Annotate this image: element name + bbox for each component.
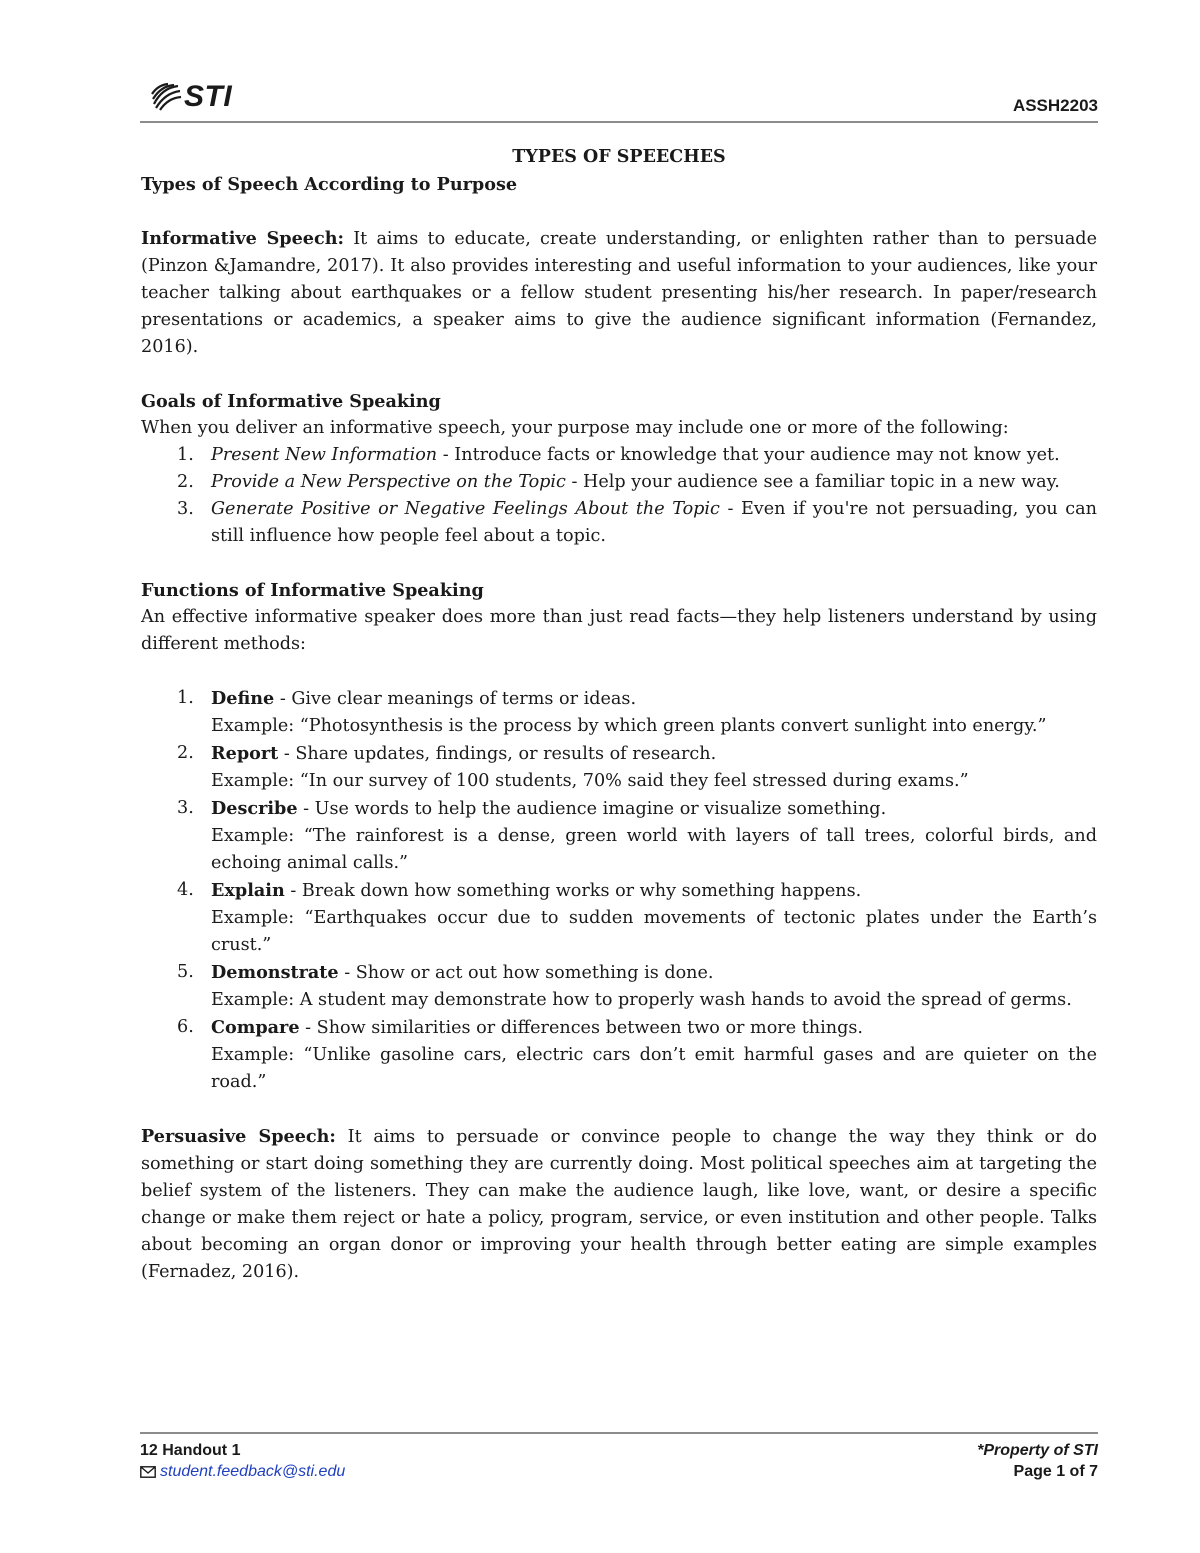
feedback-line: [140, 1461, 345, 1482]
footer-right: [977, 1440, 1098, 1482]
property-label: *Property of STI: [977, 1442, 1098, 1459]
sti-logo: [150, 82, 232, 112]
goals-heading: Goals of Informative Speaking: [141, 391, 441, 412]
persuasive-paragraph: [141, 1123, 1097, 1286]
list-item: [141, 795, 1097, 877]
feedback-email-link[interactable]: student.feedback@sti.edu: [160, 1463, 346, 1480]
list-item: [141, 496, 1097, 550]
function-desc: - Show or act out how something is done.: [338, 963, 714, 983]
goal-term: Provide a New Perspective on the Topic: [211, 472, 566, 492]
function-term: Define: [211, 688, 275, 709]
footer-divider: [140, 1432, 1098, 1434]
footer-left: [140, 1440, 345, 1482]
list-item: [141, 740, 1097, 795]
informative-paragraph: [141, 225, 1097, 361]
item-number: 1.: [177, 688, 194, 708]
page-footer: [140, 1440, 1098, 1490]
section-heading: Types of Speech According to Purpose: [141, 174, 518, 195]
goal-desc: - Even if you're not persuading, you can still influence how people feel about a topic.: [211, 499, 1097, 546]
function-example: Example: “Photosynthesis is the process by which green plants convert sunlight into energy.”: [211, 716, 1047, 736]
item-number: 5.: [177, 962, 194, 982]
persuasive-label: Persuasive Speech:: [141, 1126, 336, 1147]
goal-term: Present New Information: [211, 445, 438, 465]
item-number: 6.: [177, 1017, 194, 1037]
function-desc: - Use words to help the audience imagine or visualize something.: [297, 799, 887, 819]
item-number: 1.: [177, 445, 194, 465]
function-example: Example: “In our survey of 100 students, 70% said they feel stressed during exams.”: [211, 771, 969, 791]
goal-term: Generate Positive or Negative Feelings About the Topic: [211, 499, 720, 519]
goal-desc: - Help your audience see a familiar topic in a new way.: [565, 472, 1060, 492]
function-term: Demonstrate: [211, 962, 339, 983]
item-number: 2.: [177, 743, 194, 763]
logo-text: STI: [184, 80, 233, 113]
function-example: Example: A student may demonstrate how to properly wash hands to avoid the spread of germs.: [211, 990, 1072, 1010]
persuasive-text: It aims to persuade or convince people to change the way they think or do something or start doing something they are currently doing. Most political speeches aim at targeting the belief system of the listeners. They can make the audience laugh, like love, want, or desire a specific change or make them reject or hate a policy, program, service, or even institution and other people. Talks about becoming an organ donor or improving your health through better eating are simple examples (Fernadez, 2016).: [141, 1127, 1098, 1282]
functions-heading: Functions of Informative Speaking: [141, 580, 484, 601]
document-body: [141, 144, 1097, 1286]
list-item: [141, 959, 1097, 1014]
goal-desc: - Introduce facts or knowledge that your audience may not know yet.: [437, 445, 1060, 465]
functions-intro: An effective informative speaker does more than just read facts—they help listeners understand by using different methods:: [141, 607, 1097, 654]
item-number: 3.: [177, 798, 194, 818]
list-item: [141, 469, 1097, 496]
list-item: [141, 877, 1097, 959]
goals-intro: When you deliver an informative speech, your purpose may include one or more of the following:: [141, 418, 1009, 438]
course-code: ASSH2203: [1012, 96, 1098, 115]
function-example: Example: “The rainforest is a dense, green world with layers of tall trees, colorful birds, and echoing animal calls.”: [211, 826, 1097, 873]
header-divider: [140, 121, 1098, 123]
function-term: Report: [211, 743, 279, 764]
function-desc: - Share updates, findings, or results of research.: [278, 744, 717, 764]
item-number: 4.: [177, 880, 194, 900]
function-example: Example: “Unlike gasoline cars, electric cars don’t emit harmful gases and are quieter on the road.”: [211, 1045, 1097, 1092]
informative-label: Informative Speech:: [141, 228, 344, 249]
function-example: Example: “Earthquakes occur due to sudden movements of tectonic plates under the Earth’s crust.”: [211, 908, 1097, 955]
list-item: [141, 442, 1097, 469]
page-title: TYPES OF SPEECHES: [512, 147, 726, 167]
informative-text: It aims to educate, create understanding, or enlighten rather than to persuade (Pinzon &Jamandre, 2017). It also provides interesting and useful information to your audiences, like your teacher talking about earthquakes or a fellow student presenting his/her research. In paper/research presentations or academics, a speaker aims to give the audience significant information (Fernandez, 2016).: [141, 229, 1097, 357]
function-desc: - Give clear meanings of terms or ideas.: [274, 689, 637, 709]
envelope-icon: [140, 1466, 156, 1478]
list-item: [141, 1014, 1097, 1096]
sti-globe-icon: [150, 82, 182, 112]
item-number: 3.: [177, 499, 194, 519]
item-number: 2.: [177, 472, 194, 492]
function-term: Compare: [211, 1017, 300, 1038]
function-term: Describe: [211, 798, 298, 819]
list-item: [141, 685, 1097, 740]
function-term: Explain: [211, 880, 285, 901]
function-desc: - Break down how something works or why something happens.: [284, 881, 862, 901]
handout-label: 12 Handout 1: [140, 1442, 241, 1459]
functions-list: [141, 685, 1097, 1096]
page-header: [140, 78, 1098, 124]
function-desc: - Show similarities or differences between two or more things.: [299, 1018, 863, 1038]
goals-list: [141, 442, 1097, 550]
page-number: Page 1 of 7: [1013, 1463, 1098, 1480]
